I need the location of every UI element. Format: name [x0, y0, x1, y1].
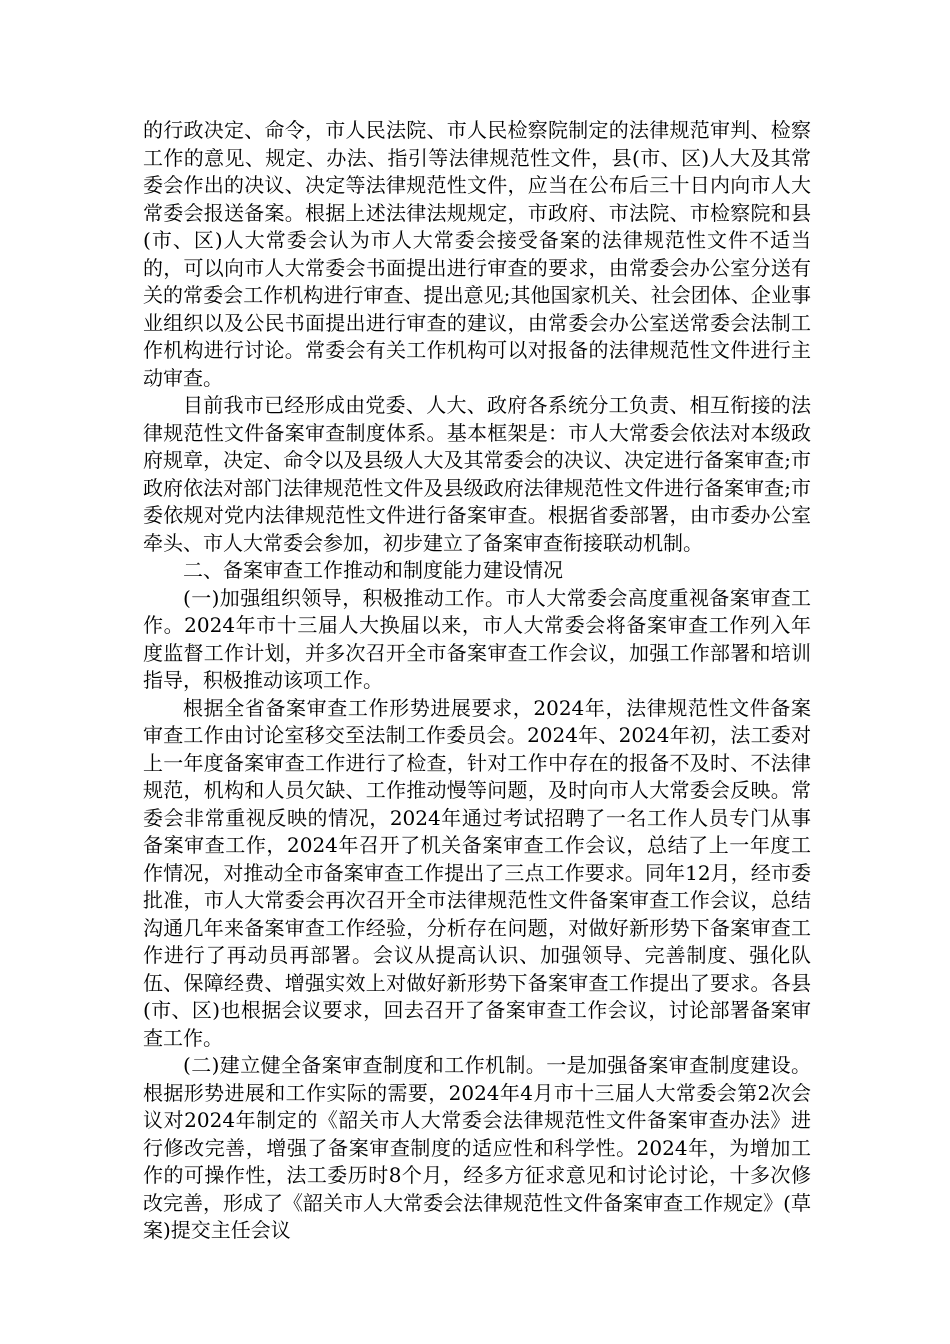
document-page	[143, 117, 811, 1245]
paragraph-framework: 目前我市已经形成由党委、人大、政府各系统分工负责、相互衔接的法律规范性文件备案审查制度体系。基本框架是：市人大常委会依法对本级政府规章，决定、命令以及县级人大及其常委会的决议、决定进行备案审查;市政府依法对部门法律规范性文件及县级政府法律规范性文件进行备案审查;市委依规对党内法律规范性文件进行备案审查。根据省委部署，由市委办公室牵头、市人大常委会参加，初步建立了备案审查衔接联动机制。	[143, 393, 811, 555]
paragraph-progress: 根据全省备案审查工作形势进展要求，2024年，法律规范性文件备案审查工作由讨论室移交至法制工作委员会。2024年、2024年初，法工委对上一年度备案审查工作进行了检查，针对工作中存在的报备不及时、不法律规范，机构和人员欠缺、工作推动慢等问题，及时向市人大常委会反映。常委会非常重视反映的情况，2024年通过考试招聘了一名工作人员专门从事备案审查工作，2024年召开了机关备案审查工作会议，总结了上一年度工作情况，对推动全市备案审查工作提出了三点工作要求。同年12月，经市委批准，市人大常委会再次召开全市法律规范性文件备案审查工作会议，总结沟通几年来备案审查工作经验，分析存在问题，对做好新形势下备案审查工作进行了再动员再部署。会议从提高认识、加强领导、完善制度、强化队伍、保障经费、增强实效上对做好新形势下备案审查工作提出了要求。各县(市、区)也根据会议要求，回去召开了备案审查工作会议，讨论部署备案审查工作。	[143, 695, 811, 1050]
paragraph-continuation: 的行政决定、命令，市人民法院、市人民检察院制定的法律规范审判、检察工作的意见、规定、办法、指引等法律规范性文件，县(市、区)人大及其常委会作出的决议、决定等法律规范性文件，应当在公布后三十日内向市人大常委会报送备案。根据上述法律法规规定，市政府、市法院、市检察院和县(市、区)人大常委会认为市人大常委会接受备案的法律规范性文件不适当的，可以向市人大常委会书面提出进行审查的要求，由常委会办公室分送有关的常委会工作机构进行审查、提出意见;其他国家机关、社会团体、企业事业组织以及公民书面提出进行审查的建议，由常委会办公室送常委会法制工作机构进行讨论。常委会有关工作机构可以对报备的法律规范性文件进行主动审查。	[143, 118, 811, 390]
paragraph-system-building: (二)建立健全备案审查制度和工作机制。一是加强备案审查制度建设。根据形势进展和工作实际的需要，2024年4月市十三届人大常委会第2次会议对2024年制定的《韶关市人大常委会法律规范性文件备案审查办法》进行修改完善，增强了备案审查制度的适应性和科学性。2024年，为增加工作的可操作性，法工委历时8个月，经多方征求意见和讨论讨论，十多次修改完善，形成了《韶关市人大常委会法律规范性文件备案审查工作规定》(草案)提交主任会议	[143, 1053, 811, 1242]
section-heading-2: 二、备案审查工作推动和制度能力建设情况	[183, 558, 563, 582]
paragraph-organization: (一)加强组织领导，积极推动工作。市人大常委会高度重视备案审查工作。2024年市十三届人大换届以来，市人大常委会将备案审查工作列入年度监督工作计划，并多次召开全市备案审查工作会议，加强工作部署和培训指导，积极推动该项工作。	[143, 585, 811, 692]
